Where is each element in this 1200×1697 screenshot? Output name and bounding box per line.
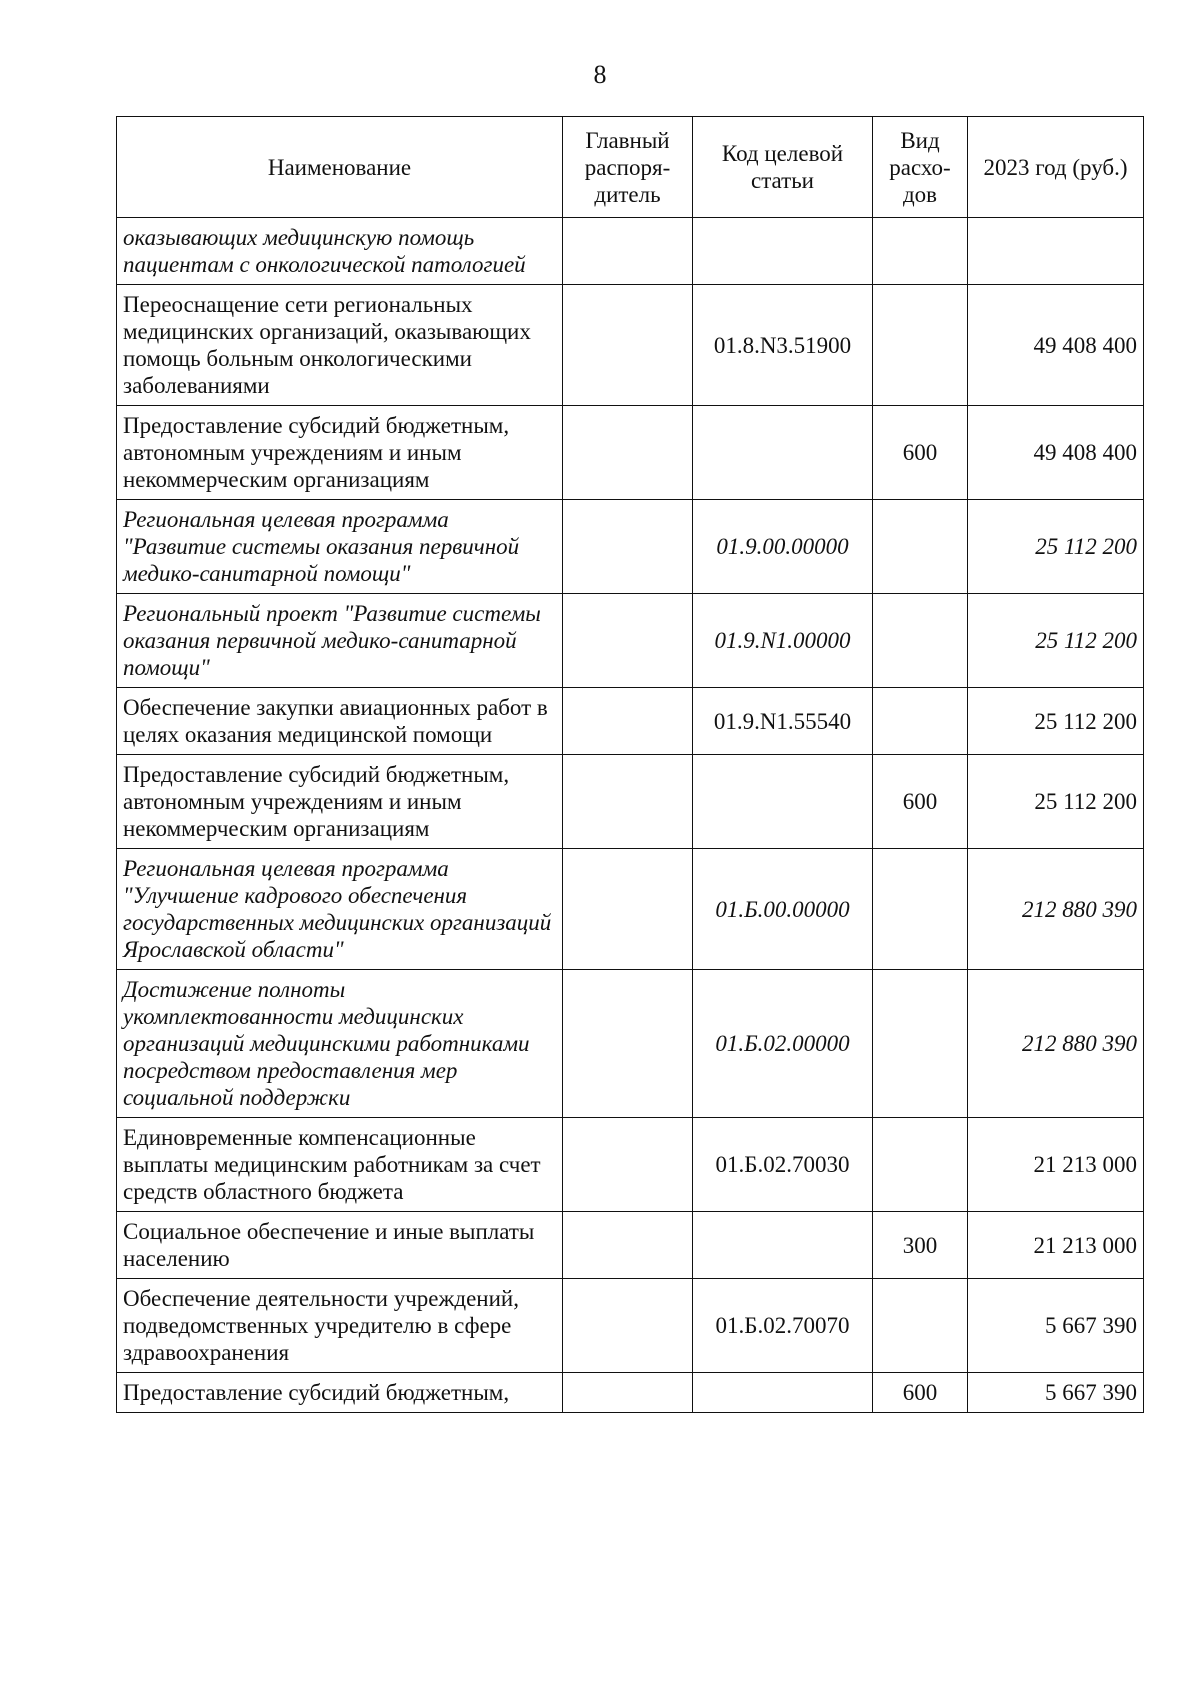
cell-amount: 5 667 390 <box>968 1279 1144 1373</box>
header-year-2023: 2023 год (руб.) <box>968 117 1144 218</box>
cell-target-code <box>693 406 873 500</box>
budget-table <box>116 116 1144 1413</box>
cell-main-manager <box>563 1212 693 1279</box>
cell-expense-type <box>873 594 968 688</box>
cell-name: Региональная целевая программа "Развитие системы оказания первичной медико-санитарной помощи" <box>117 500 563 594</box>
cell-amount: 21 213 000 <box>968 1212 1144 1279</box>
table-row <box>117 594 1144 688</box>
cell-target-code <box>693 218 873 285</box>
cell-name: Предоставление субсидий бюджетным, автономным учреждениям и иным некоммерческим организациям <box>117 755 563 849</box>
table-row <box>117 285 1144 406</box>
table-row <box>117 1212 1144 1279</box>
cell-target-code <box>693 1373 873 1413</box>
cell-target-code: 01.Б.00.00000 <box>693 849 873 970</box>
cell-amount: 5 667 390 <box>968 1373 1144 1413</box>
table-row <box>117 500 1144 594</box>
cell-amount: 212 880 390 <box>968 970 1144 1118</box>
header-expense-type: Вид расхо-дов <box>873 117 968 218</box>
cell-main-manager <box>563 849 693 970</box>
cell-target-code: 01.8.N3.51900 <box>693 285 873 406</box>
cell-name: Социальное обеспечение и иные выплаты населению <box>117 1212 563 1279</box>
cell-name: оказывающих медицинскую помощь пациентам с онкологической патологией <box>117 218 563 285</box>
cell-name: Обеспечение закупки авиационных работ в целях оказания медицинской помощи <box>117 688 563 755</box>
cell-target-code <box>693 755 873 849</box>
table-row <box>117 406 1144 500</box>
cell-target-code: 01.Б.02.70030 <box>693 1118 873 1212</box>
table-row <box>117 849 1144 970</box>
cell-amount <box>968 218 1144 285</box>
header-main-manager: Главный распоря-дитель <box>563 117 693 218</box>
cell-expense-type <box>873 1279 968 1373</box>
cell-amount: 25 112 200 <box>968 755 1144 849</box>
cell-name: Переоснащение сети региональных медицинских организаций, оказывающих помощь больным онкологическими заболеваниями <box>117 285 563 406</box>
cell-expense-type <box>873 500 968 594</box>
cell-expense-type: 600 <box>873 755 968 849</box>
table-row <box>117 755 1144 849</box>
table-row <box>117 688 1144 755</box>
cell-amount: 21 213 000 <box>968 1118 1144 1212</box>
cell-main-manager <box>563 970 693 1118</box>
cell-name: Предоставление субсидий бюджетным, <box>117 1373 563 1413</box>
cell-name: Предоставление субсидий бюджетным, автономным учреждениям и иным некоммерческим организациям <box>117 406 563 500</box>
cell-main-manager <box>563 1279 693 1373</box>
table-row <box>117 970 1144 1118</box>
header-name: Наименование <box>117 117 563 218</box>
cell-main-manager <box>563 1118 693 1212</box>
cell-expense-type <box>873 849 968 970</box>
cell-expense-type <box>873 970 968 1118</box>
cell-name: Региональная целевая программа "Улучшение кадрового обеспечения государственных медицинских организаций Ярославской области" <box>117 849 563 970</box>
cell-name: Региональный проект "Развитие системы оказания первичной медико-санитарной помощи" <box>117 594 563 688</box>
cell-main-manager <box>563 285 693 406</box>
cell-expense-type <box>873 285 968 406</box>
table-body <box>117 218 1144 1413</box>
page-number: 8 <box>593 60 607 89</box>
cell-target-code: 01.9.00.00000 <box>693 500 873 594</box>
cell-name: Единовременные компенсационные выплаты медицинским работникам за счет средств областного бюджета <box>117 1118 563 1212</box>
cell-target-code: 01.Б.02.70070 <box>693 1279 873 1373</box>
cell-name: Достижение полноты укомплектованности медицинских организаций медицинскими работниками посредством предоставления мер социальной поддержки <box>117 970 563 1118</box>
cell-expense-type: 600 <box>873 406 968 500</box>
table-row <box>117 1279 1144 1373</box>
cell-main-manager <box>563 218 693 285</box>
cell-amount: 25 112 200 <box>968 594 1144 688</box>
cell-target-code: 01.9.N1.00000 <box>693 594 873 688</box>
cell-main-manager <box>563 688 693 755</box>
cell-target-code: 01.Б.02.00000 <box>693 970 873 1118</box>
cell-amount: 49 408 400 <box>968 285 1144 406</box>
cell-expense-type: 300 <box>873 1212 968 1279</box>
cell-expense-type <box>873 218 968 285</box>
cell-name: Обеспечение деятельности учреждений, подведомственных учредителю в сфере здравоохранения <box>117 1279 563 1373</box>
cell-main-manager <box>563 500 693 594</box>
cell-main-manager <box>563 406 693 500</box>
cell-main-manager <box>563 1373 693 1413</box>
table-row <box>117 1373 1144 1413</box>
cell-expense-type <box>873 1118 968 1212</box>
cell-amount: 25 112 200 <box>968 688 1144 755</box>
cell-target-code <box>693 1212 873 1279</box>
cell-amount: 212 880 390 <box>968 849 1144 970</box>
cell-expense-type <box>873 688 968 755</box>
table-row <box>117 218 1144 285</box>
header-row <box>117 117 1144 218</box>
header-target-code: Код целевой статьи <box>693 117 873 218</box>
cell-amount: 49 408 400 <box>968 406 1144 500</box>
cell-amount: 25 112 200 <box>968 500 1144 594</box>
cell-main-manager <box>563 755 693 849</box>
cell-expense-type: 600 <box>873 1373 968 1413</box>
table-header <box>117 117 1144 218</box>
cell-main-manager <box>563 594 693 688</box>
table-row <box>117 1118 1144 1212</box>
cell-target-code: 01.9.N1.55540 <box>693 688 873 755</box>
